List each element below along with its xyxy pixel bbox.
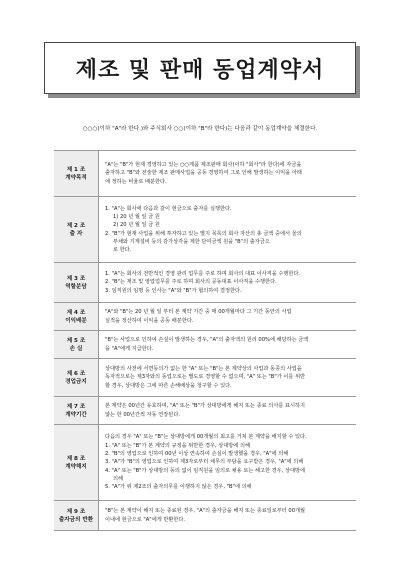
article-row-2 (54, 197, 356, 263)
article-row-4 (54, 303, 356, 331)
clause-line: 3. 임직원의 임명 등 인사는 "A"와 "B"가 협의하여 결정한다. (105, 287, 242, 294)
clause-line: 1. "A" 또는 "B"가 본 계약의 규정을 위반한 경우, 상대방에 의해 (105, 442, 250, 449)
intro-text: ○○○(이하 "A"라 한다.)와 주식회사 ○○(이하 "B"라 한다)는 다음과 같이 동업계약을 체결한다. (82, 126, 318, 132)
article-name: 계약목적 (65, 174, 87, 181)
clause-line: 1) 20 년 월 일 금 원 (113, 213, 160, 220)
clause-line: 이내에 현금으로 "A"에게 반환한다. (105, 516, 186, 523)
article-row-1 (54, 151, 356, 197)
clause-line: 로 한다. (113, 247, 132, 254)
article-row-9 (54, 501, 356, 531)
article-number: 제 4 조 (66, 309, 86, 316)
contract-table (54, 150, 356, 531)
article-name: 이익배분 (65, 317, 87, 324)
clause-line: 부채와 기계설비 등의 감가상각을 제한 단여금액 원을 "B"의 출자금으 (113, 238, 270, 245)
article-heading (54, 501, 99, 531)
article-body (99, 263, 357, 303)
article-body (99, 501, 357, 531)
article-number: 제 1 조 (66, 166, 86, 173)
clause-line: 에 정하는 비율로 배분한다. (105, 178, 167, 185)
article-body (99, 303, 357, 331)
clause-line: 않는 한 00년간씩 자동 연장된다. (105, 411, 180, 418)
article-heading (54, 151, 99, 197)
article-number: 제 9 조 (66, 508, 86, 515)
article-name: 출 자 (69, 230, 83, 237)
article-body (99, 331, 357, 359)
clause-line: "A"는 "B"가 현재 경영하고 있는 ○○제품 제조판매 회사(이하 "회사"라 한다)에 자금을 (105, 162, 302, 169)
article-heading (54, 263, 99, 303)
clause-line: 을 "A"에게 지급한다. (105, 345, 154, 352)
clause-line: 1. "A"는 회사에 다음과 같이 현금으로 출자를 실행한다. (105, 205, 232, 212)
article-heading (54, 303, 99, 331)
article-row-7 (54, 397, 356, 425)
article-name: 계약해지 (65, 463, 87, 470)
clause-line: 본 계약은 00년간 유효하며, "A" 또는 "B"가 상대방에게 해지 또는 종료 의사를 표시하지 (105, 403, 306, 410)
article-number: 제 8 조 (66, 455, 86, 462)
clause-line: "B"는 본 계약이 해지 또는 종료된 경우, "A"의 출자금을 해지 또는 종료일로부터 00개월 (105, 508, 306, 515)
clause-line: 의해 (113, 475, 124, 482)
clause-line: 1. "A"는 회사의 전반적인 경영 관리 업무를 주로 하며 회사의 대표 이사직을 수행한다. (105, 271, 301, 278)
clause-line: 2. "B"가 현재 사업을 위해 투자하고 있는 별지 목록의 회사 자산의 총 금액 중에서 울의 (105, 230, 302, 237)
clause-line: 2. "B"의 영업으로 인하여 00년 이상 연속하여 손실이 발생했을 경우, "A"에 의해 (105, 451, 289, 458)
article-heading (54, 331, 99, 359)
article-row-6 (54, 359, 356, 397)
clause-line: 할 경우, 상대방은 그에 따른 손해배상을 청구할 수 있다. (105, 382, 232, 389)
article-heading (54, 425, 99, 501)
clause-line: 2) 20 년 월 일 금 원 (113, 222, 160, 229)
article-body (99, 151, 357, 197)
clause-line: 3. "A"가 "B"의 영업으로 인하여 제3자로부터 채무의 부담을 요구받은 경우, "A"에 의해 (105, 459, 304, 466)
article-number: 제 6 조 (66, 370, 86, 377)
article-number: 제 7 조 (66, 403, 86, 410)
article-heading (54, 359, 99, 397)
clause-line: 상대방의 사전에 서면동의가 없는 한 "A" 또는 "B"는 본 계약상의 사업과 동종의 사업을 (105, 366, 302, 373)
article-number: 제 3 조 (66, 275, 86, 282)
article-number: 제 2 조 (66, 222, 86, 229)
clause-line: 5. "A"가 위 제2조의 출자의무를 이행하지 않은 경우, "B"에 의해 (105, 484, 252, 491)
article-body (99, 197, 357, 263)
clause-line: 출자하고 "B"와 전술한 제조 판매사업을 공동 경영하여 그로 인해 발생하는 이익을 아래 (105, 170, 302, 177)
article-name: 역할분담 (65, 283, 87, 290)
article-body (99, 397, 357, 425)
clause-line: 다음의 경우 "A" 또는 "B"는 상대방에게 00개월의 최고를 거쳐 본 계약을 해지할 수 있다. (105, 434, 307, 441)
article-name: 출자금의 반환 (58, 516, 94, 523)
article-name: 손 실 (69, 345, 83, 352)
article-row-5 (54, 331, 356, 359)
article-heading (54, 197, 99, 263)
article-row-3 (54, 263, 356, 303)
article-number: 제 5 조 (66, 337, 86, 344)
article-row-8 (54, 425, 356, 501)
document-title: 제조 및 판매 동업계약서 (44, 42, 356, 94)
clause-line: "A"와 "B"는 20 년 월 일 부터 본 계약 기간 중 매 00개월마다 그 기간 동안의 사업 (105, 309, 292, 316)
article-heading (54, 397, 99, 425)
clause-line: 4. "A" 또는 "B"가 상대방의 동의 없이 임직원을 임의로 채용 또는 해고한 경우, 상대방에 (105, 467, 306, 474)
clause-line: 2. "B"는 제조 및 영업업무를 주로 하며 회사의 공동대표 이사직을 수행한다. (105, 279, 277, 286)
article-body (99, 425, 357, 501)
article-name: 경업금지 (65, 378, 87, 385)
clause-line: 독자적으로는 제3자와의 동업으로는 별도로 경영할 수 없으며, "A" 또는 "B"가 이를 위반 (105, 374, 306, 381)
article-name: 계약기간 (65, 411, 87, 418)
clause-line: "B"는 사업으로 인하여 손실이 발생하는 경우, "A"의 출자액의 원리 00%에 해당하는 금액 (105, 337, 309, 344)
clause-line: 실적을 정산하여 이익을 공동 배분한다. (105, 317, 194, 324)
article-body (99, 359, 357, 397)
